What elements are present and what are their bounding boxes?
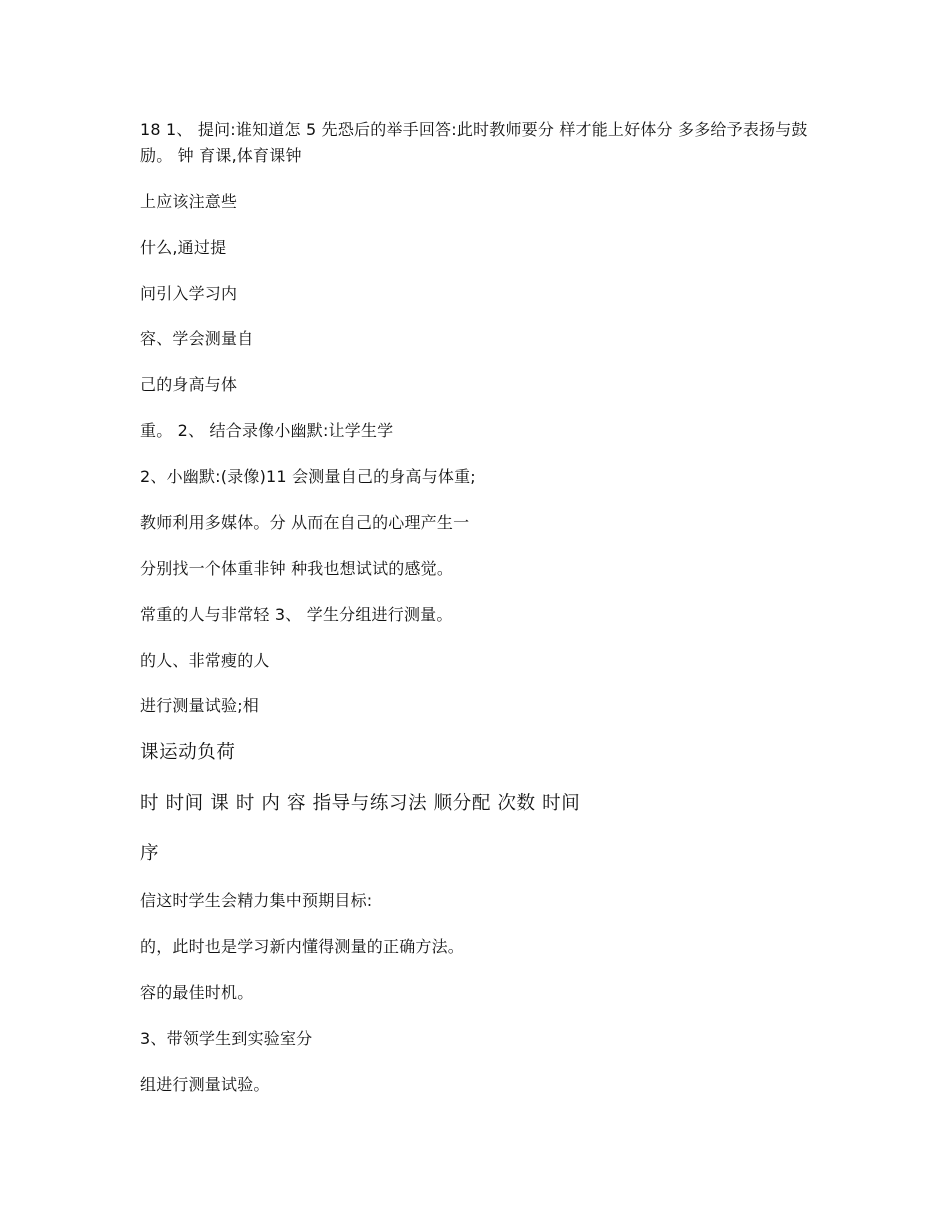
paragraph-18: 的，此时也是学习新内懂得测量的正确方法。 [140, 937, 465, 956]
paragraph-5: 容、学会测量自 [140, 329, 254, 348]
paragraph-4: 问引入学习内 [140, 284, 238, 303]
paragraph-19: 容的最佳时机。 [140, 983, 254, 1002]
paragraph-1: 18 1、 提问:谁知道怎 5 先恐后的举手回答:此时教师要分 样才能上好体分 多多给予表扬与鼓励。 钟 育课,体育课钟 [140, 120, 808, 165]
table-header-continued: 序 [140, 843, 160, 864]
paragraph-11: 常重的人与非常轻 3、 学生分组进行测量。 [140, 605, 453, 624]
paragraph-21: 组进行测量试验。 [140, 1075, 270, 1094]
paragraph-20: 3、带领学生到实验室分 [140, 1029, 313, 1048]
paragraph-9: 教师利用多媒体。分 从而在自己的心理产生一 [140, 513, 470, 532]
paragraph-12: 的人、非常瘦的人 [140, 651, 270, 670]
paragraph-8: 2、小幽默:(录像)11 会测量自己的身高与体重; [140, 467, 476, 486]
paragraph-17: 信这时学生会精力集中预期目标: [140, 891, 373, 910]
paragraph-2: 上应该注意些 [140, 192, 238, 211]
heading-exercise-load: 课运动负荷 [140, 742, 236, 763]
paragraph-3: 什么,通过提 [140, 238, 227, 257]
paragraph-10: 分别找一个体重非钟 种我也想试试的感觉。 [140, 559, 454, 578]
paragraph-7: 重。 2、 结合录像小幽默:让学生学 [140, 421, 394, 440]
paragraph-13: 进行测量试验;相 [140, 696, 259, 715]
paragraph-6: 己的身高与体 [140, 375, 238, 394]
table-header-row: 时 时间 课 时 内 容 指导与练习法 顺分配 次数 时间 [140, 793, 581, 814]
